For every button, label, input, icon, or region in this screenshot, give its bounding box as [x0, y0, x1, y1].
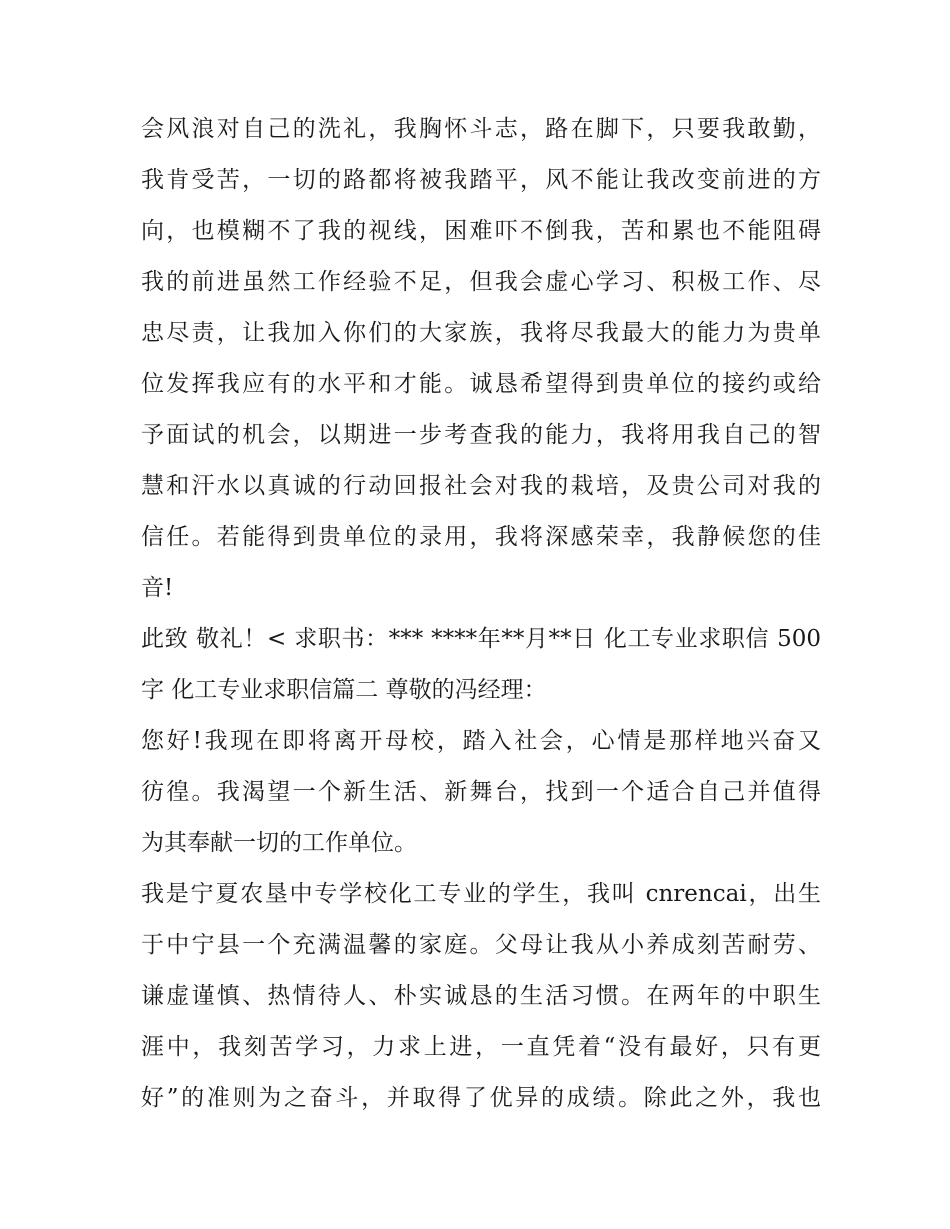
text-line: 好”的准则为之奋斗，并取得了优异的成绩。除此之外，我也	[141, 1085, 821, 1111]
text-line: 向，也模糊不了我的视线，困难吓不倒我，苦和累也不能阻碍	[141, 218, 821, 244]
text-line: 于中宁县一个充满温馨的家庭。父母让我从小养成刻苦耐劳、	[141, 932, 821, 958]
body-text	[141, 104, 821, 1124]
text-line: 忠尽责，让我加入你们的大家族，我将尽我最大的能力为贵单	[141, 320, 821, 346]
text-line: 我的前进虽然工作经验不足，但我会虚心学习、积极工作、尽	[141, 269, 821, 295]
text-line: 为其奉献一切的工作单位。	[141, 830, 417, 856]
text-line: 此致 敬礼！< 求职书：*** ****年**月**日 化工专业求职信 500	[141, 626, 821, 652]
text-line: 您好!我现在即将离开母校，踏入社会，心情是那样地兴奋又	[141, 728, 821, 754]
text-line: 信任。若能得到贵单位的录用，我将深感荣幸，我静候您的佳	[141, 524, 821, 550]
text-line: 位发挥我应有的水平和才能。诚恳希望得到贵单位的接约或给	[141, 371, 821, 397]
text-line: 彷徨。我渴望一个新生活、新舞台，找到一个适合自己并值得	[141, 779, 821, 805]
text-line: 我是宁夏农垦中专学校化工专业的学生，我叫 cnrencai，出生	[141, 881, 821, 907]
text-line: 谦虚谨慎、热情待人、朴实诚恳的生活习惯。在两年的中职生	[141, 983, 821, 1009]
text-line: 会风浪对自己的洗礼，我胸怀斗志，路在脚下，只要我敢勤，	[141, 116, 821, 142]
text-line: 予面试的机会，以期进一步考查我的能力，我将用我自己的智	[141, 422, 821, 448]
text-line: 字 化工专业求职信篇二 尊敬的冯经理：	[141, 677, 547, 703]
text-line: 我肯受苦，一切的路都将被我踏平，风不能让我改变前进的方	[141, 167, 821, 193]
text-line: 慧和汗水以真诚的行动回报社会对我的栽培，及贵公司对我的	[141, 473, 821, 499]
text-line: 涯中，我刻苦学习，力求上进，一直凭着“没有最好，只有更	[141, 1034, 821, 1060]
text-line: 音!	[141, 575, 174, 601]
